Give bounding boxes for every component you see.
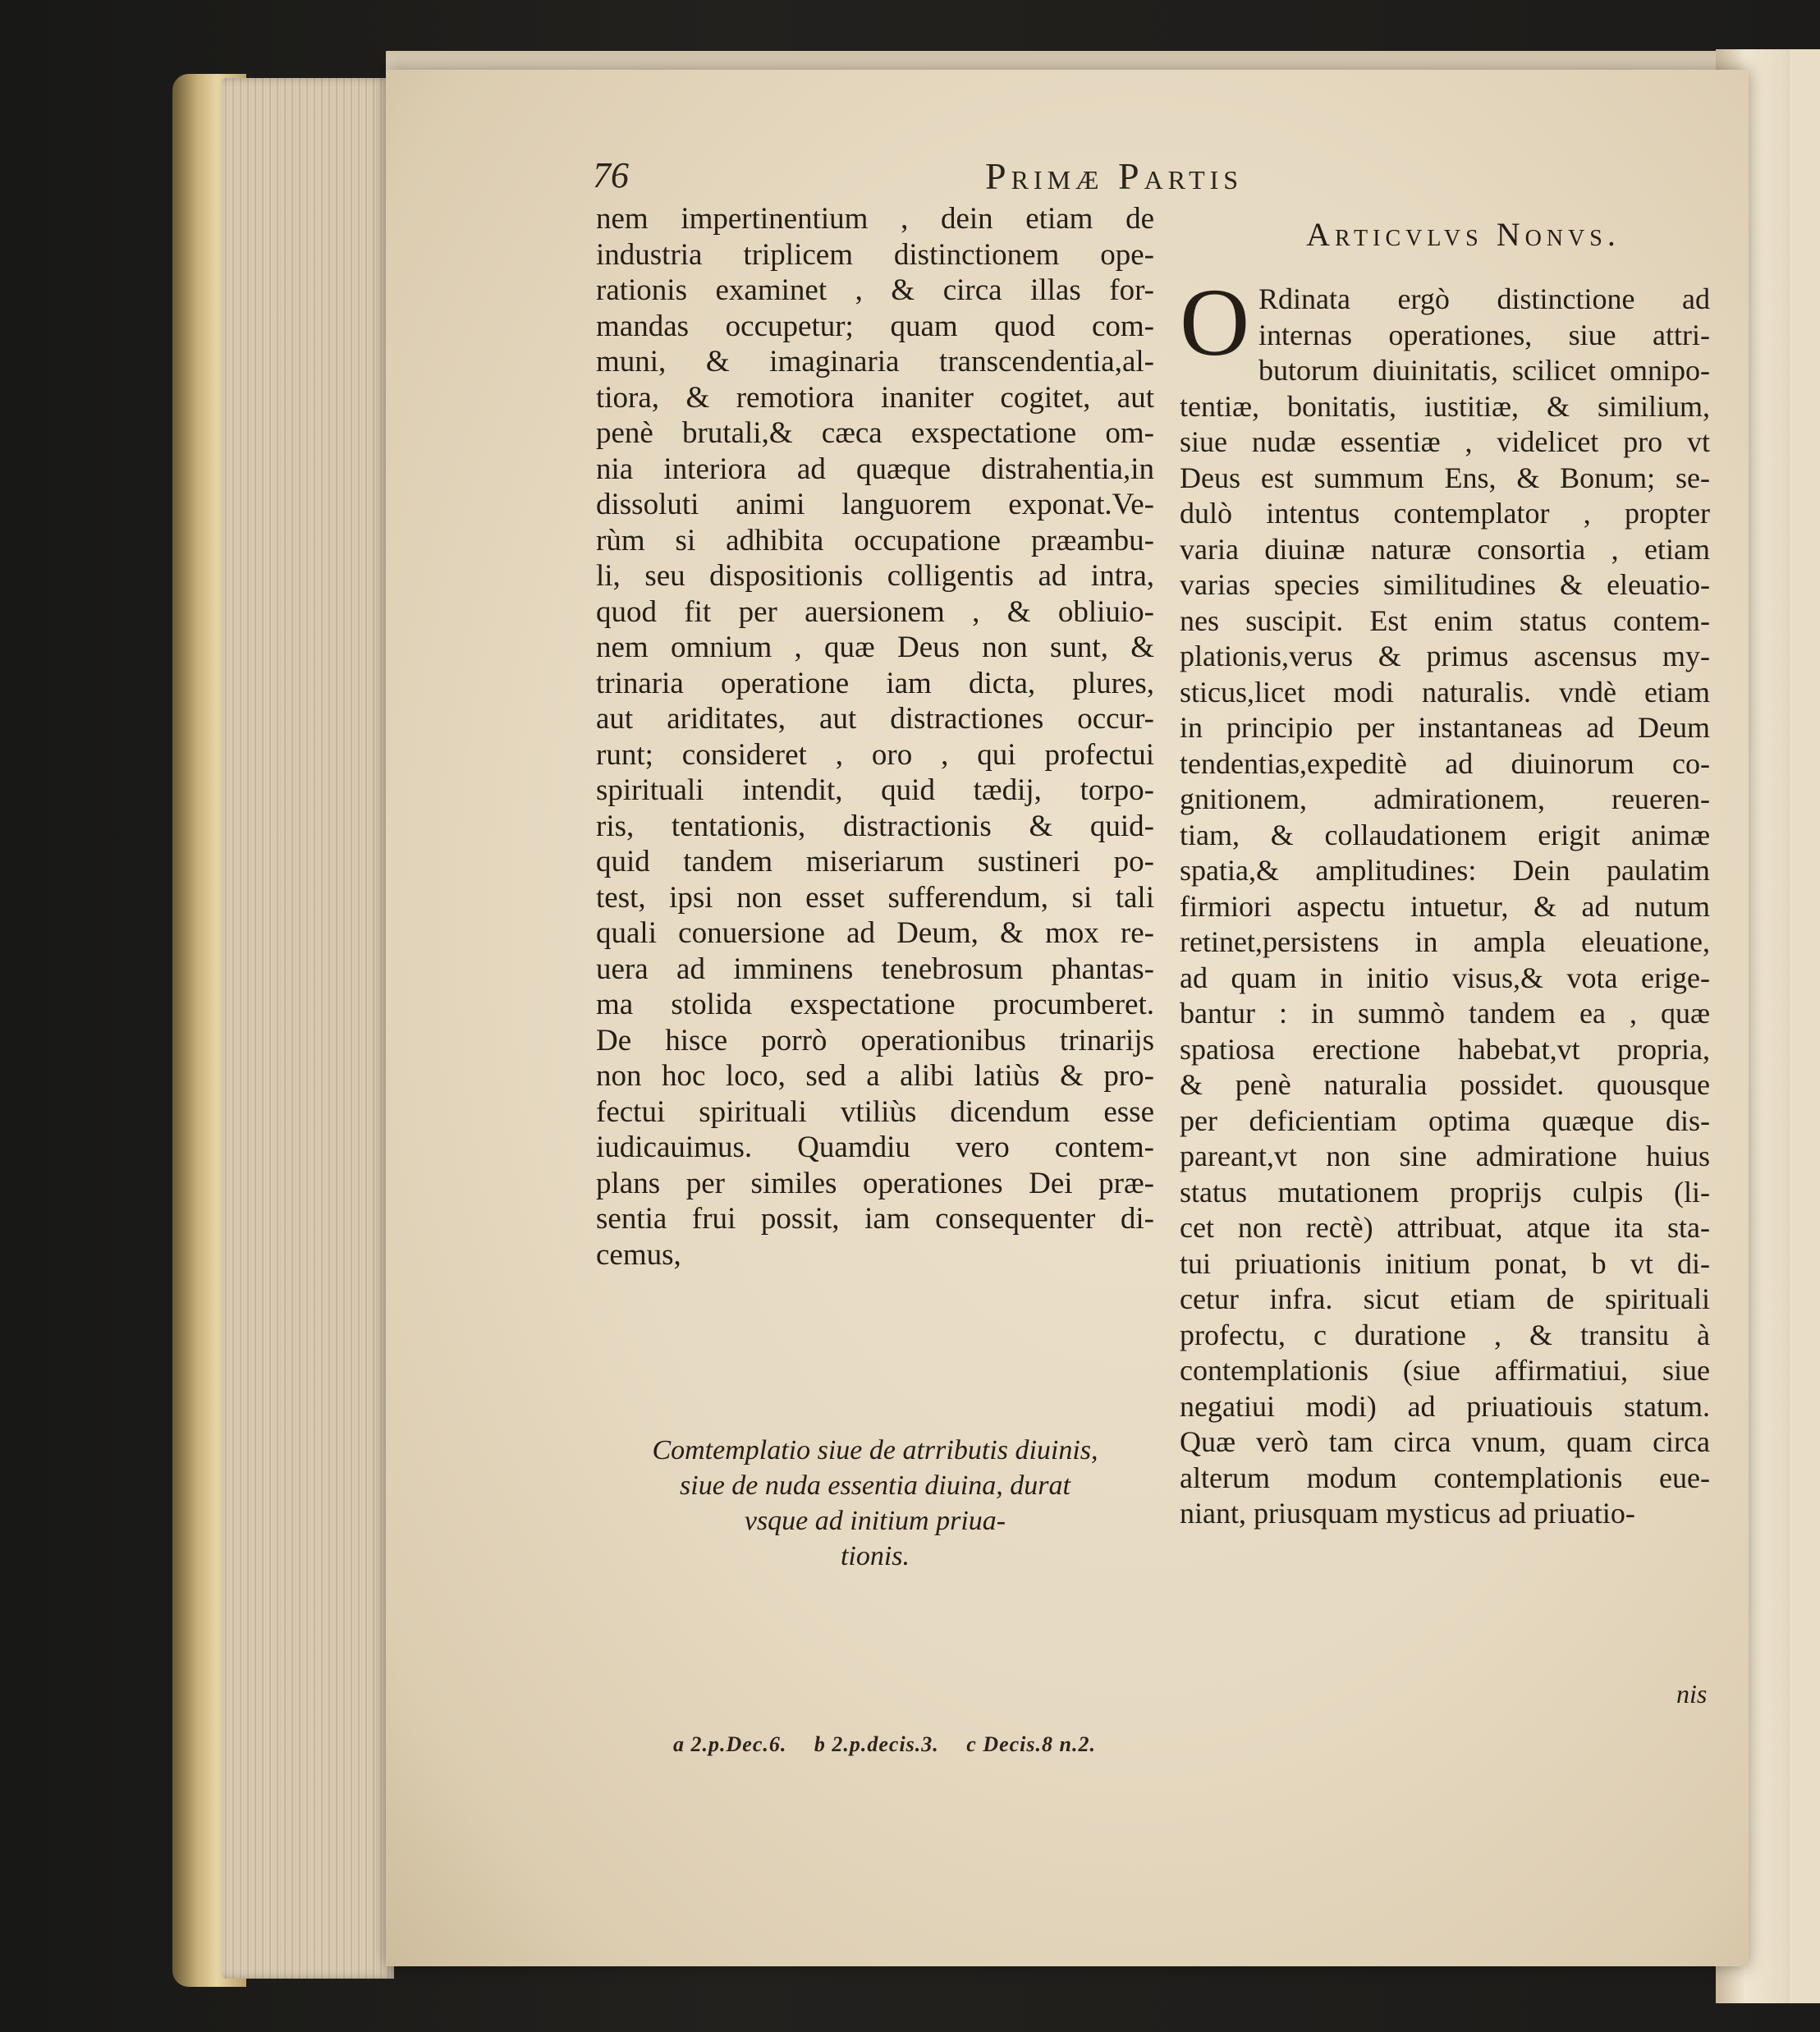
footnote-a: a 2.p.Dec.6.: [673, 1732, 787, 1756]
text-line: alterum modum contemplationis eue-: [1180, 1461, 1710, 1494]
text-line: mandas occupetur; quam quod com-: [596, 309, 1154, 343]
text-line: & penè naturalia possidet. quousque: [1180, 1068, 1710, 1101]
text-line: ris, tentationis, distractionis & quid-: [596, 809, 1154, 843]
text-line: siue de nuda essentia diuina, durat: [680, 1470, 1070, 1501]
text-line: li, seu dispositionis colligentis ad intra,: [596, 559, 1154, 593]
article-heading: Articvlvs Nonvs.: [1306, 216, 1621, 253]
text-line: trinaria operatione iam dicta, plures,: [596, 666, 1154, 700]
text-line: varias species similitudines & eleuatio-: [1180, 568, 1710, 601]
text-line: status mutationem proprijs culpis (li-: [1180, 1175, 1710, 1209]
text-line: ad quam in initio visus,& vota erige-: [1180, 961, 1710, 994]
text-line: cemus,: [596, 1237, 681, 1272]
text-line: aut ariditates, aut distractiones occur-: [596, 702, 1154, 736]
text-line: Comtemplatio siue de atrributis diuinis,: [652, 1435, 1098, 1466]
text-line: spirituali intendit, quid tædij, torpo-: [596, 773, 1154, 807]
text-line: Quæ verò tam circa vnum, quam circa: [1180, 1425, 1710, 1458]
text-line: contemplationis (siue affirmatiui, siue: [1180, 1354, 1710, 1387]
text-line: per deficientiam optima quæque dis-: [1180, 1103, 1710, 1137]
text-line: quid tandem miseriarum sustineri po-: [596, 845, 1154, 878]
text-line: siue nudæ essentiæ , videlicet pro vt: [1180, 425, 1710, 458]
text-line: De hisce porrò operationibus trinarijs: [596, 1023, 1154, 1057]
text-line: sticus,licet modi naturalis. vndè etiam: [1180, 675, 1710, 709]
text-line: tionis.: [840, 1541, 910, 1571]
text-line: quod fit per auersionem , & obliuio-: [596, 594, 1154, 629]
left-text-column: [596, 201, 1154, 1273]
text-line: spatiosa erectione habebat,vt propria,: [1180, 1032, 1710, 1066]
drop-cap: O: [1180, 268, 1250, 376]
text-line: dissoluti animi languorem exponat.Ve-: [596, 488, 1154, 521]
text-line: vsque ad initium priua-: [744, 1506, 1006, 1536]
text-line: profectu, c duratione , & transitu à: [1180, 1318, 1710, 1351]
text-line: iudicauimus. Quamdiu vero contem-: [596, 1131, 1154, 1164]
text-line: Deus est summum Ens, & Bonum; se-: [1180, 461, 1710, 494]
text-line: varia diuinæ naturæ consortia , etiam: [1180, 532, 1710, 566]
running-title: Primæ Partis: [985, 155, 1244, 197]
section-caption: [596, 1433, 1154, 1574]
text-line: ma stolida exspectatione procumberet.: [596, 988, 1154, 1021]
text-line: butorum diuinitatis, scilicet omnipo-: [1258, 354, 1710, 387]
text-line: penè brutali,& cæca exspectatione om-: [596, 416, 1154, 450]
text-line: cet non rectè) attribuat, atque ita sta-: [1180, 1211, 1710, 1244]
page-number: 76: [593, 155, 629, 195]
text-line: firmiori aspectu intuetur, & ad nutum: [1180, 889, 1710, 923]
text-line: bantur : in summò tandem ea , quæ: [1180, 997, 1710, 1030]
footnote-b: b 2.p.decis.3.: [814, 1732, 939, 1756]
text-line: tiam, & collaudationem erigit animæ: [1180, 818, 1710, 851]
text-line: Rdinata ergò distinctione ad: [1258, 282, 1710, 315]
text-line: negatiui modi) ad priuatiouis statum.: [1180, 1389, 1710, 1423]
text-line: retinet,persistens in ampla eleuatione,: [1180, 925, 1710, 958]
right-text-column: [1180, 268, 1710, 1532]
footnote-c: c Decis.8 n.2.: [966, 1732, 1096, 1756]
text-line: pareant,vt non sine admiratione huius: [1180, 1140, 1710, 1172]
text-line: cetur infra. sicut etiam de spirituali: [1180, 1282, 1710, 1315]
text-line: fectui spirituali vtiliùs dicendum esse: [596, 1094, 1154, 1129]
text-line: dulò intentus contemplator , propter: [1180, 497, 1710, 530]
text-line: runt; consideret , oro , qui profectui: [596, 737, 1154, 772]
text-line: plans per similes operationes Dei præ-: [596, 1166, 1154, 1200]
page-stack-edge: [222, 78, 394, 1979]
catchword: nis: [1676, 1679, 1708, 1709]
text-line: uera ad imminens tenebrosum phantas-: [596, 952, 1154, 986]
text-line: gnitionem, admirationem, reueren-: [1180, 782, 1710, 815]
footnotes: [673, 1732, 1117, 1757]
text-line: industria triplicem distinctionem ope-: [596, 237, 1154, 272]
text-line: nes suscipit. Est enim status contem-: [1180, 603, 1710, 637]
text-line: spatia,& amplitudines: Dein paulatim: [1180, 854, 1710, 887]
text-line: tendentias,expeditè ad diuinorum co-: [1180, 746, 1710, 780]
text-line: test, ipsi non esset sufferendum, si tali: [596, 880, 1154, 915]
text-line: non hoc loco, sed a alibi latiùs & pro-: [596, 1059, 1154, 1093]
text-line: tiora, & remotiora inaniter cogitet, aut: [596, 380, 1154, 415]
text-line: sentia frui possit, iam consequenter di-: [596, 1202, 1154, 1236]
text-line: nem impertinentium , dein etiam de: [596, 202, 1154, 236]
text-line: tui priuationis initium ponat, b vt di-: [1180, 1246, 1710, 1280]
facing-page-edge: [1790, 49, 1820, 2003]
running-head: [0, 154, 1820, 204]
text-line: nia interiora ad quæque distrahentia,in: [596, 452, 1154, 486]
text-line: rùm si adhibita occupatione præambu-: [596, 523, 1154, 557]
text-line: internas operationes, siue attri-: [1258, 318, 1710, 351]
text-line: tentiæ, bonitatis, iustitiæ, & similium,: [1180, 389, 1710, 423]
text-line: niant, priusquam mysticus ad priuatio-: [1180, 1497, 1635, 1530]
text-line: quali conuersione ad Deum, & mox re-: [596, 916, 1154, 950]
text-line: rationis examinet , & circa illas for-: [596, 273, 1154, 307]
text-line: in principio per instantaneas ad Deum: [1180, 711, 1710, 744]
text-line: muni, & imaginaria transcendentia,al-: [596, 345, 1154, 378]
text-line: plationis,verus & primus ascensus my-: [1180, 640, 1710, 672]
text-line: nem omnium , quæ Deus non sunt, &: [596, 631, 1154, 664]
